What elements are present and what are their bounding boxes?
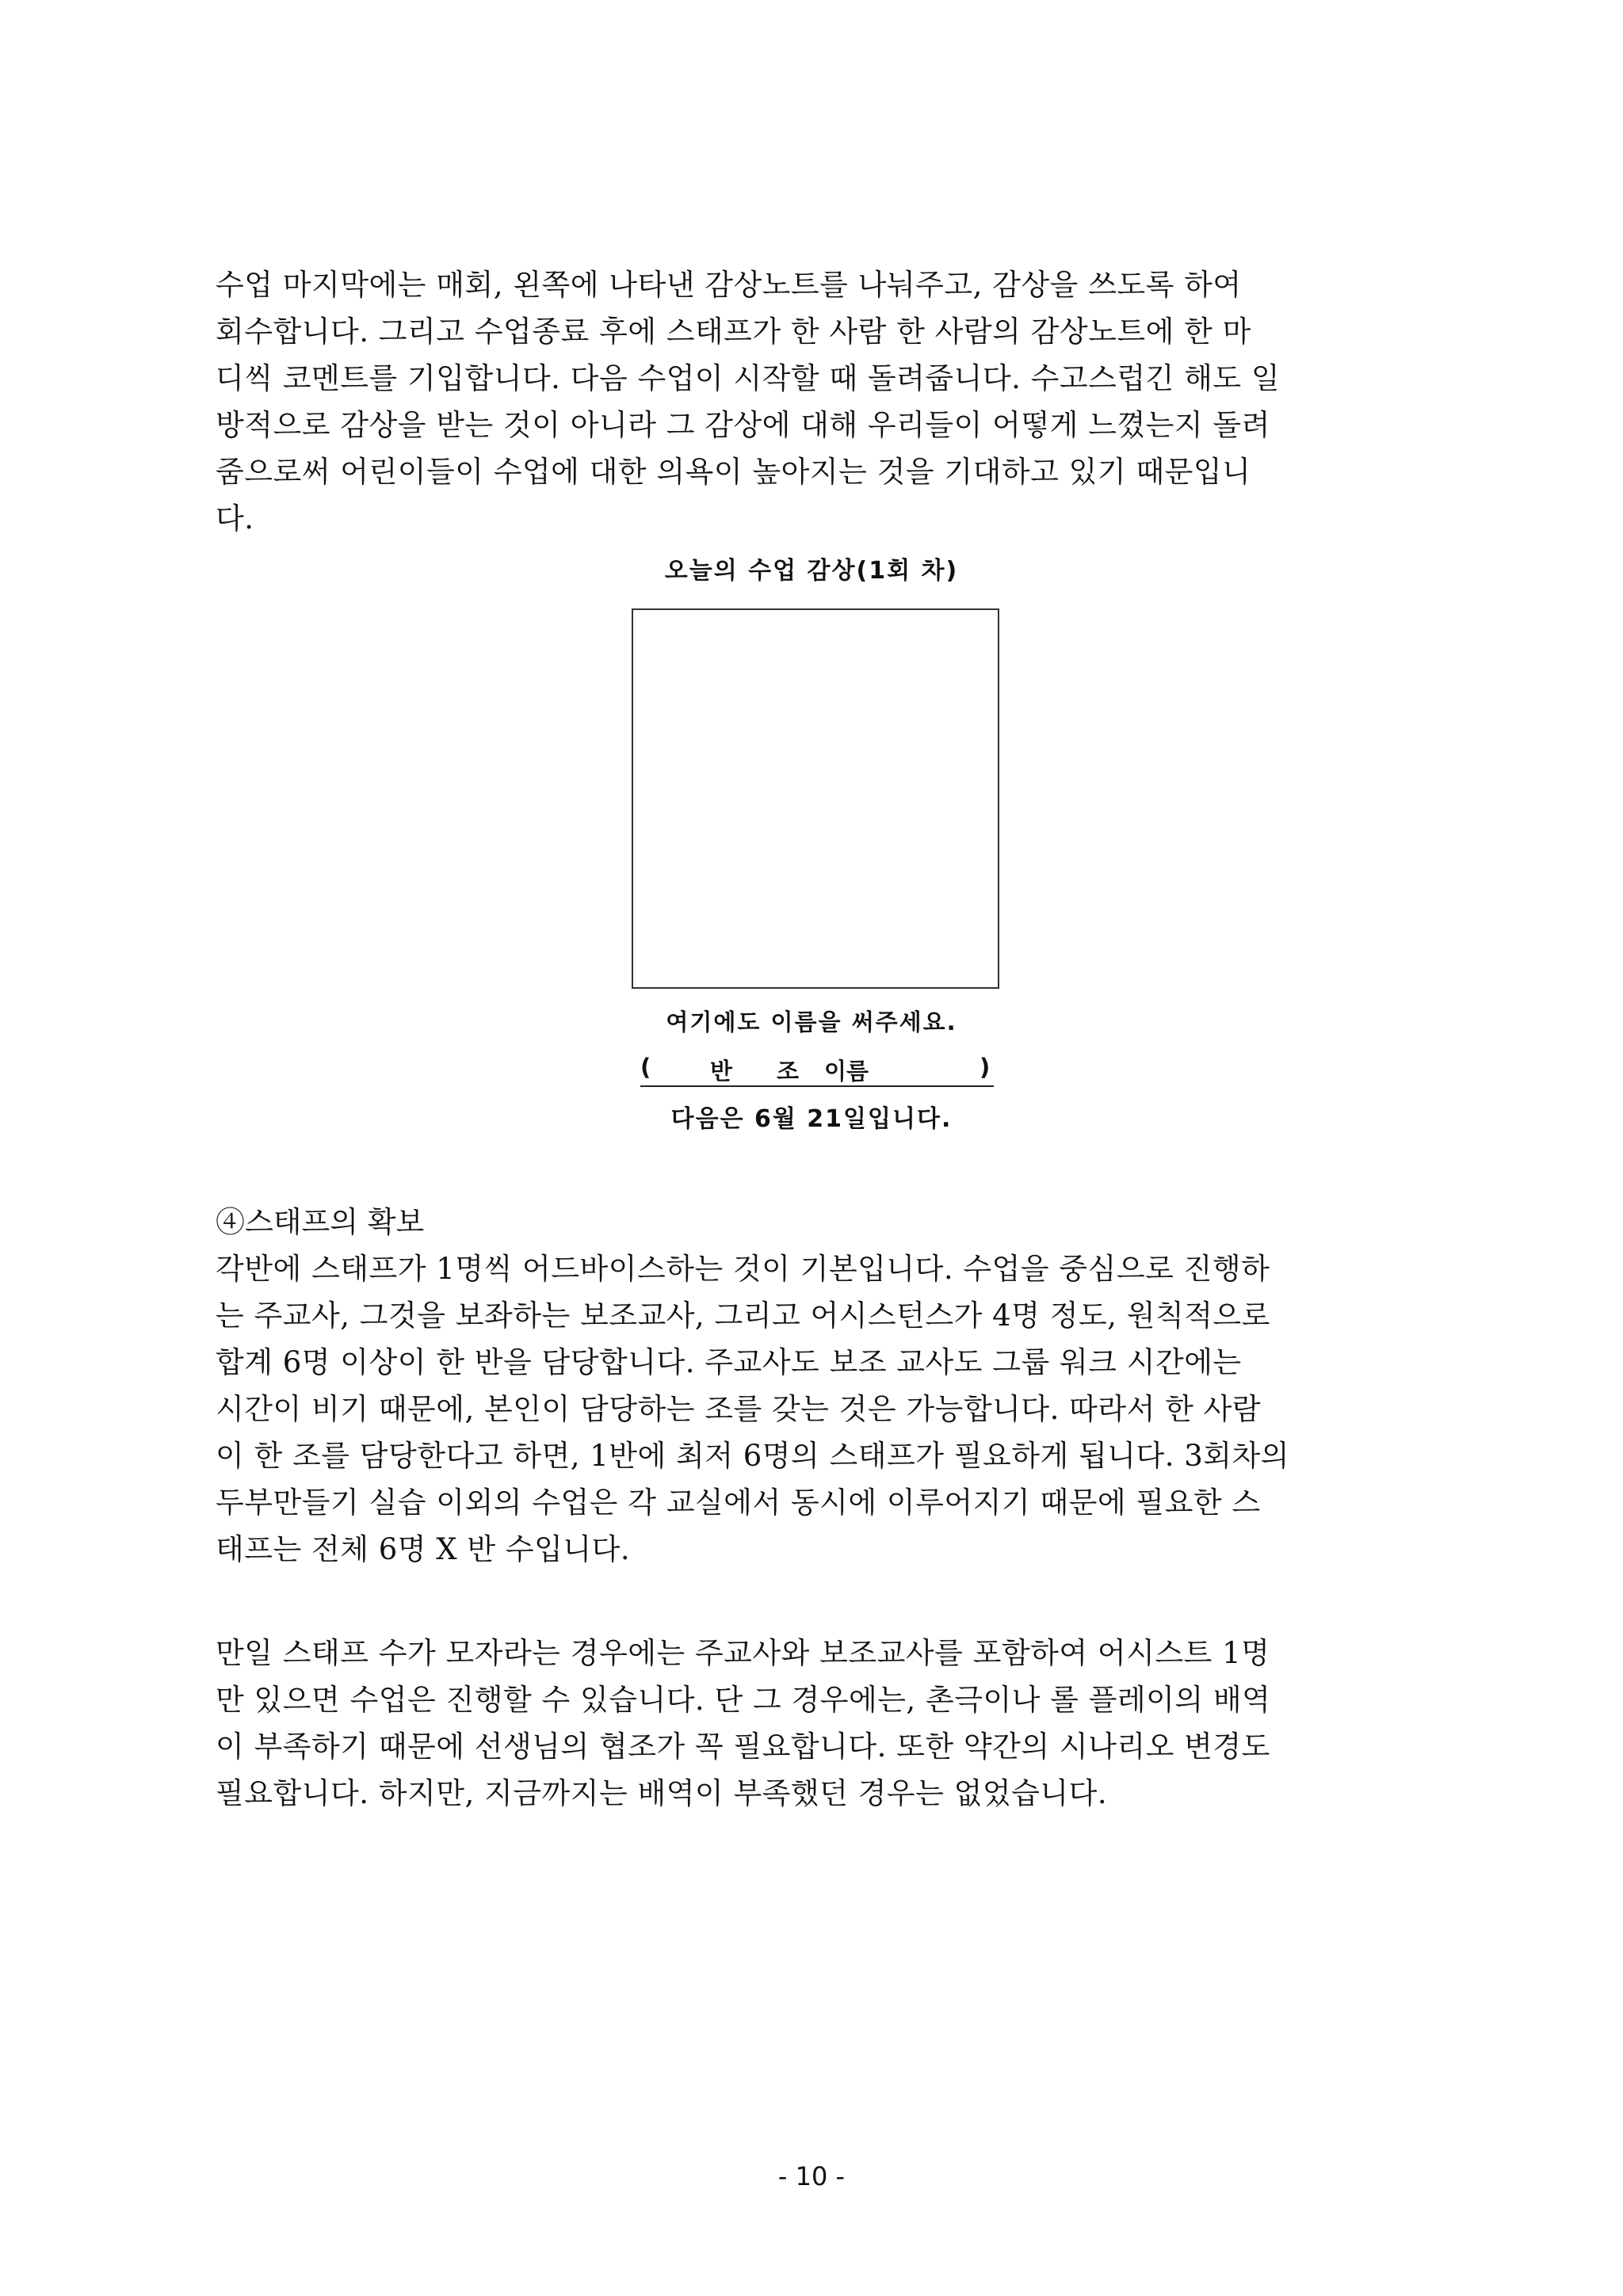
text-line: 이 한 조를 담당한다고 하면, 1반에 최저 6명의 스태프가 필요하게 됩니다. 3회차의 [216,1439,1290,1473]
text-line: 태프는 전체 6명 X 반 수입니다. [216,1532,631,1566]
next-class-date: 다음은 6월 21일입니다. [670,1105,953,1133]
name-instruction: 여기에도 이름을 써주세요. [666,1009,957,1035]
name-line-open-paren: ( [640,1054,651,1081]
page-number: - 10 - [777,2161,846,2191]
text-line: 방적으로 감상을 받는 것이 아니라 그 감상에 대해 우리들이 어떻게 느꼈는지 돌려 [216,408,1270,442]
paragraph-staff-shortage [216,1630,1404,1817]
text-line: 이 부족하기 때문에 선생님의 협조가 꼭 필요합니다. 또한 약간의 시나리오 변경도 [216,1730,1270,1764]
name-line-close-paren: ) [980,1054,991,1081]
text-line: 합계 6명 이상이 한 반을 담당합니다. 주교사도 보조 교사도 그룹 워크 시간에는 [216,1345,1242,1379]
text-line: 줌으로써 어린이들이 수업에 대한 의욕이 높아지는 것을 기대하고 있기 때문입니 [216,455,1251,489]
text-line: 필요합니다. 하지만, 지금까지는 배역이 부족했던 경우는 없었습니다. [216,1776,1108,1810]
name-entry-line [640,1047,994,1087]
feedback-form-title: 오늘의 수업 감상(1회 차) [664,557,959,585]
text-line: 회수합니다. 그리고 수업종료 후에 스태프가 한 사람 한 사람의 감상노트에 한 마 [216,315,1251,349]
section-heading: ④스태프의 확보 [216,1205,425,1239]
paragraph-staffing [216,1245,1404,1573]
group-label: 조 [777,1058,800,1085]
text-line: 수업 마지막에는 매회, 왼쪽에 나타낸 감상노트를 나눠주고, 감상을 쓰도록 하여 [216,268,1242,302]
text-line: 만 있으면 수업은 진행할 수 있습니다. 단 그 경우에는, 촌극이나 롤 플레이의 배역 [216,1683,1271,1717]
name-label: 이름 [824,1058,869,1085]
class-label: 반 [710,1058,733,1085]
text-line: 다. [216,502,254,536]
text-line: 는 주교사, 그것을 보좌하는 보조교사, 그리고 어시스턴스가 4명 정도, 원칙적으로 [216,1299,1270,1333]
text-line: 두부만들기 실습 이외의 수업은 각 교실에서 동시에 이루어지기 때문에 필요한 스 [216,1486,1261,1520]
feedback-writing-box [632,608,999,989]
text-line: 만일 스태프 수가 모자라는 경우에는 주교사와 보조교사를 포함하여 어시스트 1명 [216,1636,1270,1670]
text-line: 디씩 코멘트를 기입합니다. 다음 수업이 시작할 때 돌려줍니다. 수고스럽긴 해도 일 [216,361,1281,395]
text-line: 시간이 비기 때문에, 본인이 담당하는 조를 갖는 것은 가능합니다. 따라서 한 사람 [216,1392,1262,1426]
text-line: 각반에 스태프가 1명씩 어드바이스하는 것이 기본입니다. 수업을 중심으로 진행하 [216,1252,1270,1286]
paragraph-feedback-notes [216,261,1404,542]
